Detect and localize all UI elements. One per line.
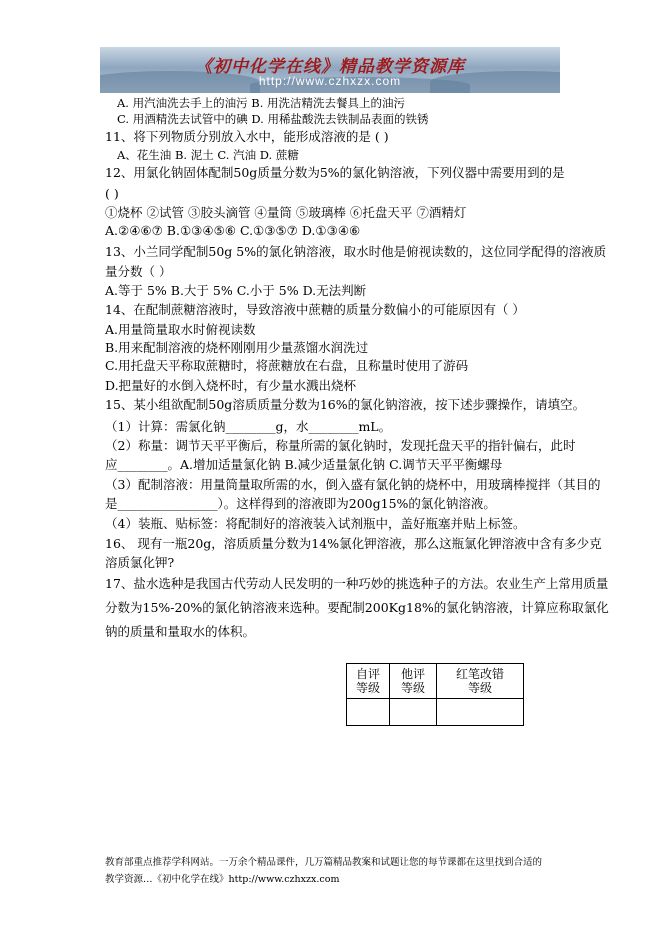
text-line: 溶质氯化钾? — [105, 555, 175, 570]
text-line: C.用托盘天平称取蔗糖时，将蔗糖放在右盘，且称量时使用了游码 — [105, 358, 469, 373]
text-line: 量分数（ ） — [105, 264, 172, 279]
correction-grade-header: 红笔改错 等级 — [437, 664, 524, 699]
text-line: 11、将下列物质分别放入水中，能形成溶液的是 ( ) — [105, 129, 389, 144]
text-line: （2）称量：调节天平平衡后，称量所需的氯化钠时，发现托盘天平的指针偏右，此时 — [105, 438, 576, 453]
self-grade-cell[interactable] — [347, 699, 390, 726]
text-line: B.用来配制溶液的烧杯刚刚用少量蒸馏水润洗过 — [105, 340, 369, 355]
text-line: 14、在配制蔗糖溶液时，导致溶液中蔗糖的质量分数偏小的可能原因有（ ） — [105, 302, 525, 317]
text-line: D.把量好的水倒入烧杯时，有少量水溅出烧杯 — [105, 378, 357, 393]
text-line: A. 用汽油洗去手上的油污 B. 用洗洁精洗去餐具上的油污 — [117, 96, 406, 110]
text-line: A.等于 5% B.大于 5% C.小于 5% D.无法判断 — [105, 283, 367, 298]
text-line: A.②④⑥⑦ B.①③④⑤⑥ C.①③⑤⑦ D.①③④⑥ — [105, 223, 361, 238]
text-line: 是________________）。这样得到的溶液即为200g15%的氯化钠溶液。 — [105, 496, 496, 511]
banner-title: 《初中化学在线》精品教学资源库 — [195, 57, 465, 77]
text-line: （4）装瓶、贴标签：将配制好的溶液装入试剂瓶中，盖好瓶塞并贴上标签。 — [105, 516, 526, 531]
self-grade-header: 自评 等级 — [347, 664, 390, 699]
text-line: 13、小兰同学配制50g 5%的氯化钠溶液，取水时他是俯视读数的，这位同学配得的溶液质 — [105, 244, 607, 259]
correction-grade-cell[interactable] — [437, 699, 524, 726]
text-line: A.用量筒量取水时俯视读数 — [105, 322, 256, 337]
text-line: （1）计算：需氯化钠________g，水________mL。 — [105, 419, 392, 434]
text-line: （3）配制溶液：用量筒量取所需的水，倒入盛有氯化钠的烧杯中，用玻璃棒搅拌（其目的 — [105, 477, 601, 492]
text-line: ①烧杯 ②试管 ③胶头滴管 ④量筒 ⑤玻璃棒 ⑥托盘天平 ⑦酒精灯 — [105, 205, 467, 220]
text-line: 应________。A.增加适量氯化钠 B.减少适量氯化钠 C.调节天平平衡螺母 — [105, 457, 503, 472]
header-banner — [100, 47, 560, 93]
text-line: 16、 现有一瓶20g，溶质质量分数为14%氯化钾溶液，那么这瓶氯化钾溶液中含有多少克 — [105, 536, 602, 551]
text-line: 钠的质量和量取水的体积。 — [105, 624, 256, 639]
text-line: 17、盐水选种是我国古代劳动人民发明的一种巧妙的挑选种子的方法。农业生产上常用质量 — [105, 576, 609, 591]
peer-grade-cell[interactable] — [390, 699, 437, 726]
peer-grade-header: 他评 等级 — [390, 664, 437, 699]
grade-table — [346, 663, 524, 726]
text-line: A、花生油 B. 泥土 C. 汽油 D. 蔗糖 — [117, 148, 299, 162]
footer-line-1: 教育部重点推荐学科网站。一万余个精品课件，几万篇精品教案和试题让您的每节课都在这里找到合适的 — [105, 857, 543, 868]
text-line: 12、用氯化钠固体配制50g质量分数为5%的氯化钠溶液，下列仪器中需要用到的是 — [105, 165, 565, 180]
banner-url[interactable]: http://www.czhxzx.com — [258, 74, 402, 88]
footer-line-2: 教学资源…《初中化学在线》http://www.czhxzx.com — [105, 874, 340, 885]
text-line: 15、某小组欲配制50g溶质质量分数为16%的氯化钠溶液，按下述步骤操作，请填空。 — [105, 397, 586, 412]
text-line: 分数为15%-20%的氯化钠溶液来选种。要配制200Kg18%的氯化钠溶液，计算应称取氯化 — [105, 600, 609, 615]
text-line: C. 用酒精洗去试管中的碘 D. 用稀盐酸洗去铁制品表面的铁锈 — [117, 112, 429, 126]
text-line: ( ) — [105, 186, 119, 201]
